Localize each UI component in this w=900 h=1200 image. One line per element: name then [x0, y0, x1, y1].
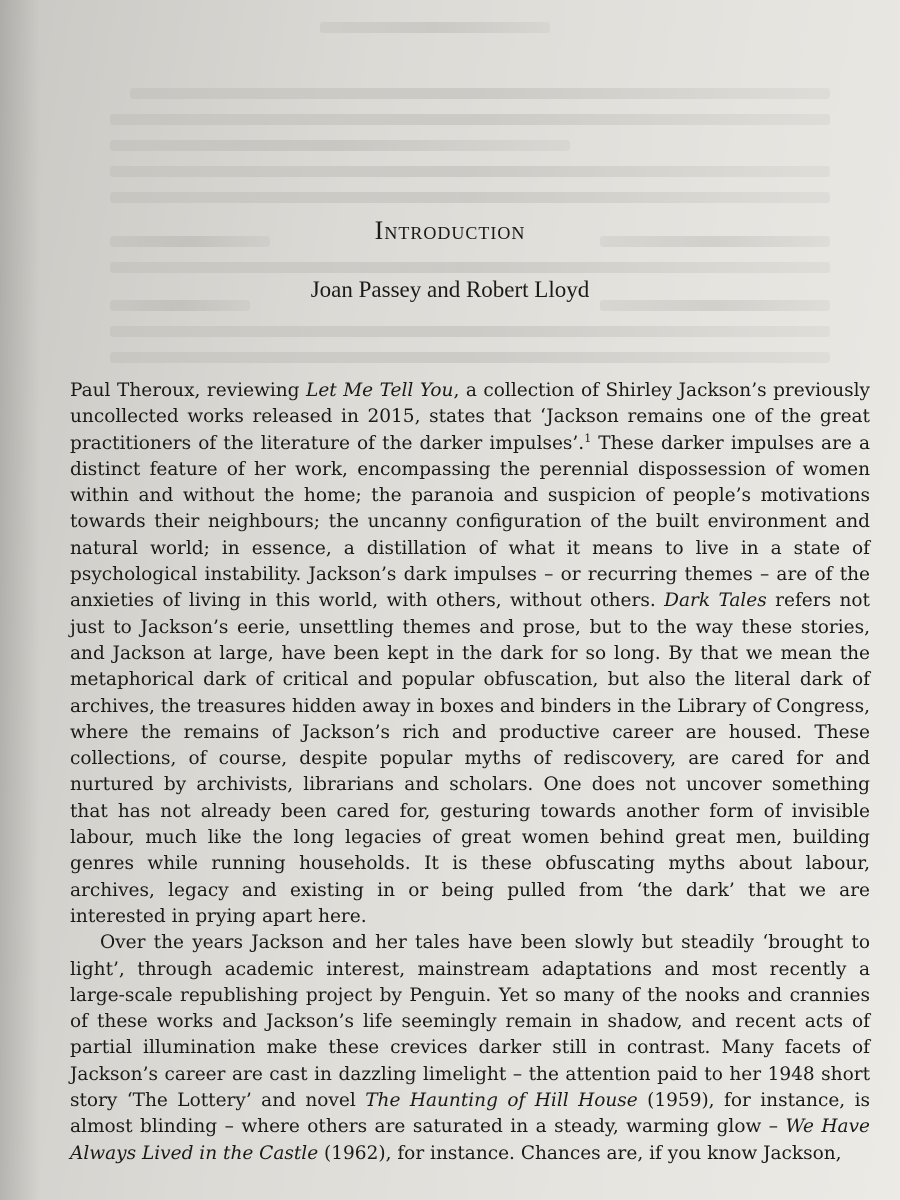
paragraph-2: [70, 930, 870, 1167]
book-title-italic: We Have Always Lived in the Castle: [70, 1116, 870, 1164]
book-title-italic: Dark Tales: [664, 590, 767, 612]
text-run: Over the years Jackson and her tales have been slowly but steadily ‘brought to light’, through academic interest, mainstream adaptations and most recently a large-scale republishing project by Penguin. Yet so many of the nooks and crannies of these works and Jackson’s life seemingly remain in shadow, and recent acts of partial illumination make these crevices darker still in contrast. Many facets of Jackson’s career are cast in dazzling limelight – the attention paid to her 1948 short story ‘The Lottery’ and novel: [70, 932, 870, 1112]
text-run: These darker impulses are a distinct feature of her work, encompassing the perennial dispossession of women within and without the home; the paranoia and suspicion of people’s motivations towards their neighbours; the uncanny configuration of the built environment and natural world; in essence, a distillation of what it means to live in a state of psychological instability. Jackson’s dark impulses – or recurring themes – are of the anxieties of living in this world, with others, without others.: [70, 432, 871, 612]
show-through-text: [0, 0, 900, 380]
chapter-body: [70, 378, 870, 1167]
chapter-title: Introduction: [374, 216, 526, 245]
text-run: Paul Theroux, reviewing: [70, 380, 307, 401]
text-run: (1962), for instance. Chances are, if you know Jackson,: [318, 1142, 842, 1164]
text-run: , a collection of Shirley Jackson’s previously uncollected works released in 2015, states that ‘Jackson remains one of the great practitioners of the literature of the darker impulses’.: [70, 380, 871, 454]
footnote-marker: 1: [584, 431, 592, 445]
page-edge-shadow: [0, 0, 40, 1200]
text-run: refers not just to Jackson’s eerie, unsettling themes and prose, but to the way these stories, and Jackson at large, have been kept in the dark for so long. By that we mean the metaphorical dark of critical and popular obfuscation, but also the literal dark of archives, the treasures hidden away in boxes and binders in the Library of Congress, where the remains of Jackson’s rich and productive career are housed. These collections, of course, despite popular myths of rediscovery, are cared for and nurtured by archivists, librarians and scholars. One does not uncover something that has not already been cared for, gesturing towards another form of invisible labour, much like the long legacies of great women behind great men, building genres while running households. It is these obfuscating myths about labour, archives, legacy and existing in or being pulled from ‘the dark’ that we are interested in prying apart here.: [70, 590, 870, 927]
book-title-italic: Let Me Tell You: [306, 380, 454, 401]
book-title-italic: The Haunting of Hill House: [365, 1090, 638, 1112]
text-run: (1959), for instance, is almost blinding – where others are saturated in a steady, warming glow –: [70, 1090, 870, 1138]
paragraph-1: [70, 378, 870, 930]
chapter-authors: Joan Passey and Robert Lloyd: [310, 277, 590, 302]
